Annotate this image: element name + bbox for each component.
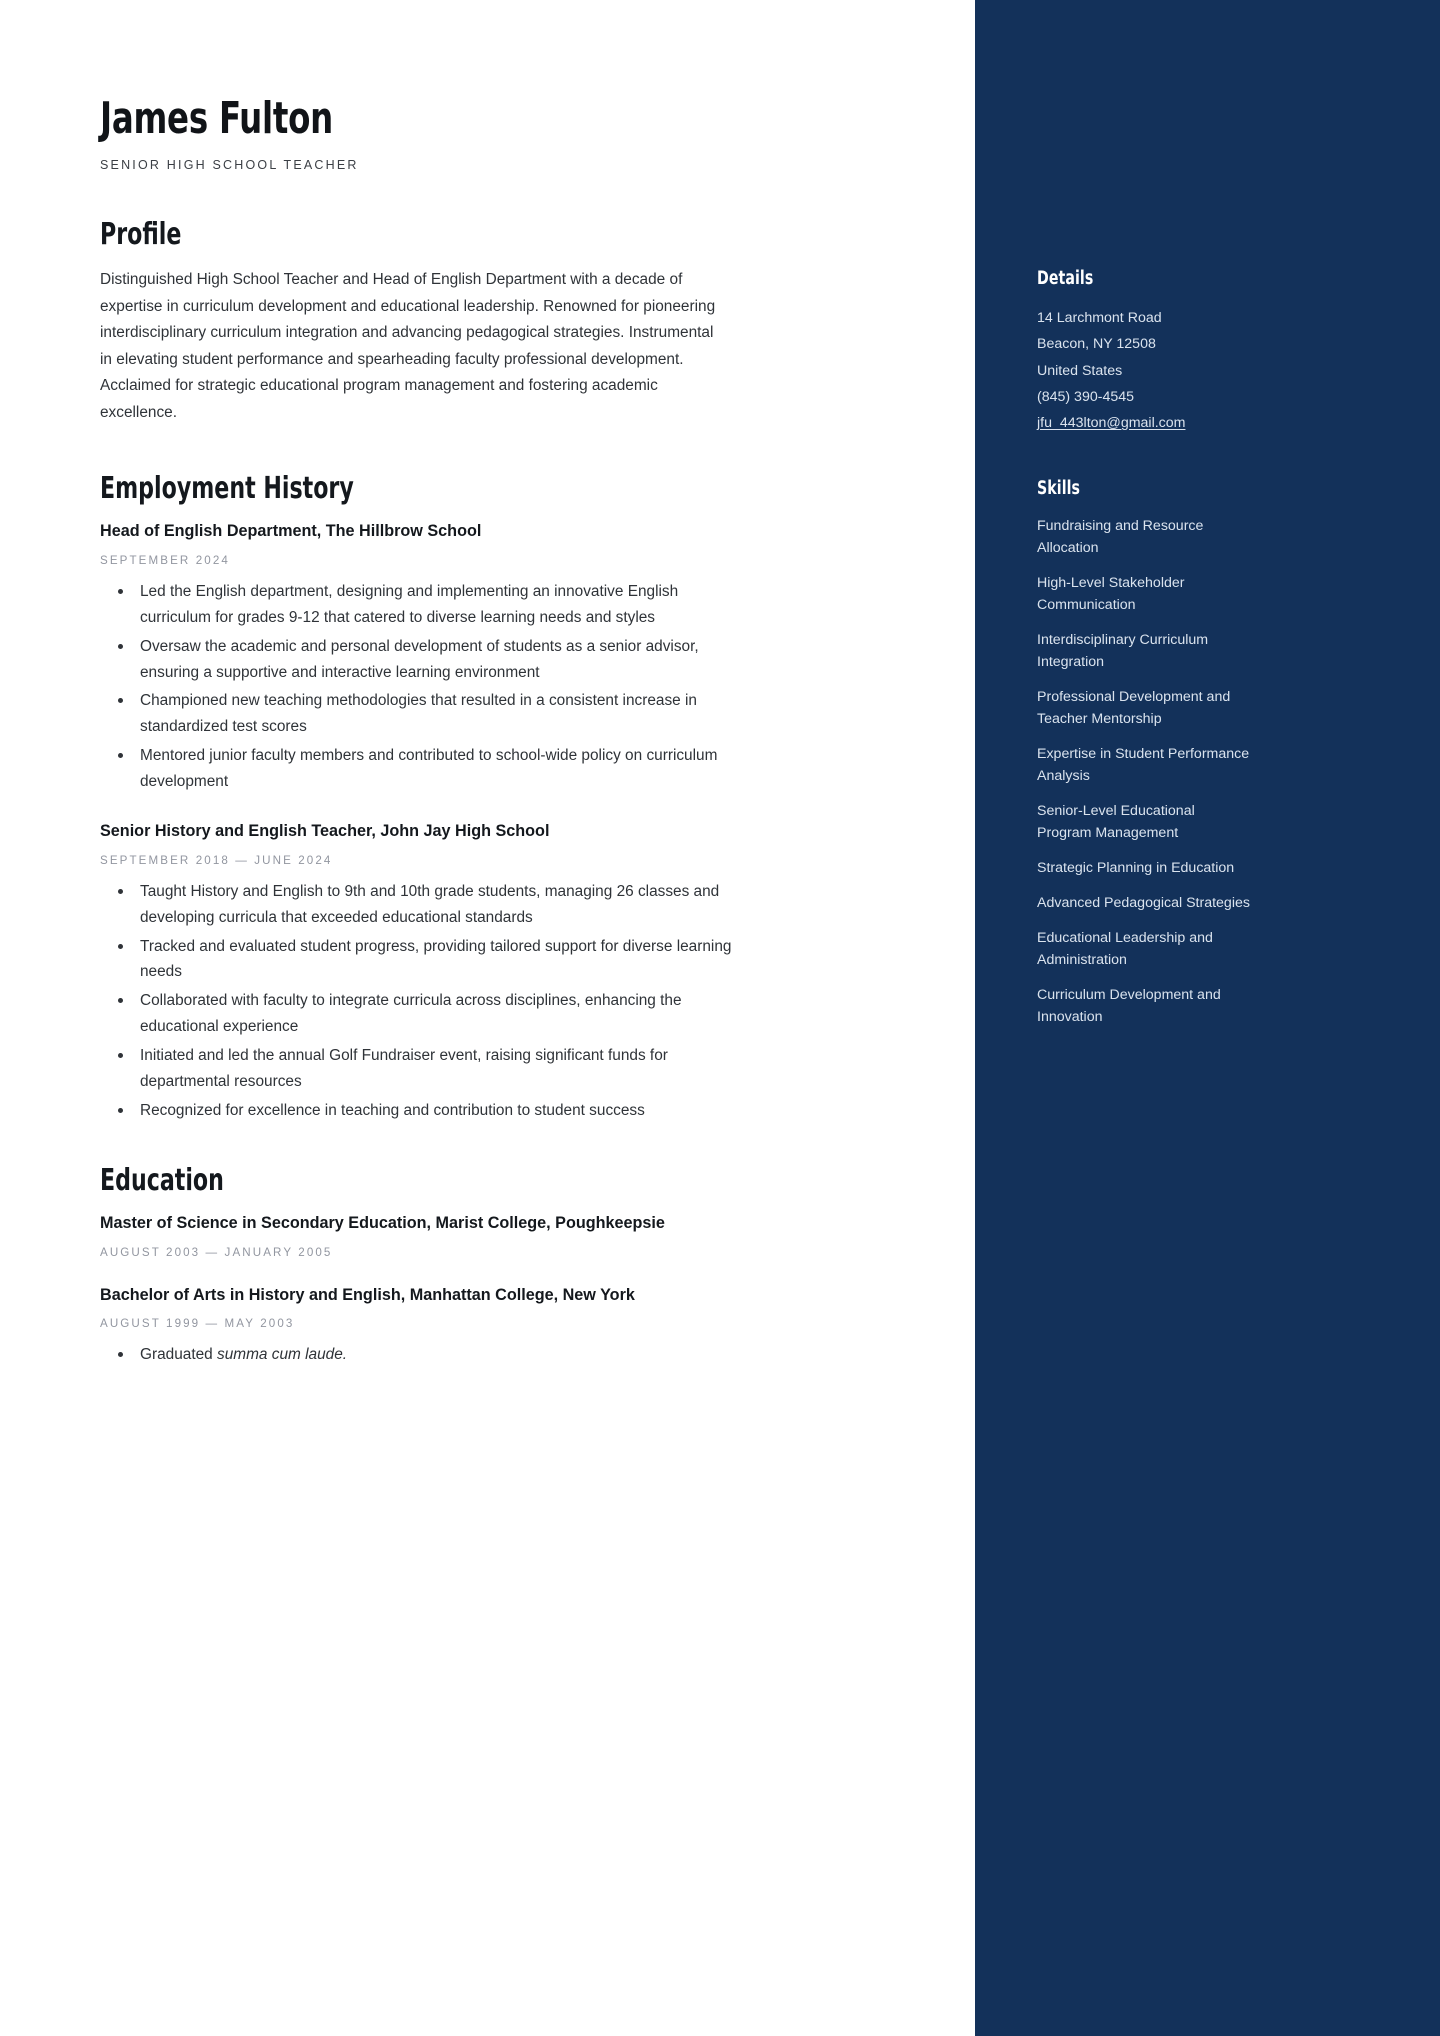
detail-line: (845) 390-4545	[1037, 388, 1135, 405]
details-block	[1037, 268, 1380, 436]
profile-heading: Profile	[100, 217, 182, 253]
employment-entry-list	[100, 521, 895, 1124]
education-entry-list	[100, 1213, 895, 1369]
entry-bullet-list	[100, 879, 895, 1124]
skill-item: Expertise in Student Performance Analysis	[1037, 746, 1250, 785]
skill-item: Strategic Planning in Education	[1037, 860, 1235, 877]
detail-line: 14 Larchmont Road	[1037, 310, 1162, 326]
resume-entry	[100, 1213, 895, 1259]
skill-item: Educational Leadership and Administration	[1037, 930, 1213, 969]
entry-title: Bachelor of Arts in History and English, Manhattan College, New York	[100, 1285, 635, 1304]
entry-bullet: Mentored junior faculty members and contributed to school-wide policy on curriculum development	[140, 743, 740, 795]
education-section	[100, 1164, 895, 1369]
entry-bullet: Collaborated with faculty to integrate curricula across disciplines, enhancing the educational experience	[140, 988, 740, 1040]
email-link[interactable]: jfu_443lton@gmail.com	[1037, 415, 1186, 432]
entry-bullet: Graduated summa cum laude.	[140, 1342, 740, 1368]
details-heading: Details	[1037, 268, 1094, 289]
entry-date: SEPTEMBER 2018 — JUNE 2024	[100, 853, 333, 867]
entry-bullet: Oversaw the academic and personal development of students as a senior advisor, ensuring a supportive and interactive learning environment	[140, 634, 740, 686]
skill-item: Professional Development and Teacher Mentorship	[1037, 689, 1231, 728]
resume-entry	[100, 521, 895, 795]
employment-section	[100, 472, 895, 1124]
entry-title: Head of English Department, The Hillbrow School	[100, 522, 482, 541]
entry-date: AUGUST 2003 — JANUARY 2005	[100, 1245, 333, 1259]
skill-item: Advanced Pedagogical Strategies	[1037, 895, 1250, 912]
entry-bullet: Recognized for excellence in teaching and contribution to student success	[140, 1098, 740, 1124]
entry-bullet: Taught History and English to 9th and 10th grade students, managing 26 classes and developing curricula that exceeded educational standards	[140, 879, 740, 931]
resume-entry	[100, 1285, 895, 1369]
resume-header	[100, 93, 895, 173]
details-line-list	[1037, 305, 1380, 410]
resume-sidebar	[975, 0, 1440, 2036]
entry-bullet-list	[100, 579, 895, 795]
profile-text: Distinguished High School Teacher and Head of English Department with a decade of expertise in curriculum development and educational leadership. Renowned for pioneering interdisciplinary curriculum integration and advancing pedagogical strategies. Instrumental in elevating student performance and spearheading faculty professional development. Acclaimed for strategic educational program management and fostering academic excellence.	[100, 271, 716, 421]
candidate-job-title: SENIOR HIGH SCHOOL TEACHER	[100, 158, 359, 173]
resume-entry	[100, 821, 895, 1124]
employment-heading: Employment History	[100, 471, 354, 507]
profile-section	[100, 218, 895, 426]
skill-item: High-Level Stakeholder Communication	[1037, 575, 1185, 614]
skill-item: Fundraising and Resource Allocation	[1037, 518, 1204, 557]
skills-list	[1037, 515, 1380, 1028]
skill-item: Interdisciplinary Curriculum Integration	[1037, 632, 1209, 671]
candidate-name: James Fulton	[100, 93, 334, 144]
skills-block	[1037, 478, 1380, 1028]
entry-bullet-list	[100, 1342, 895, 1368]
skill-item: Senior-Level Educational Program Management	[1037, 803, 1195, 842]
detail-line: United States	[1037, 362, 1123, 379]
entry-date: SEPTEMBER 2024	[100, 553, 230, 567]
entry-bullet: Led the English department, designing and implementing an innovative English curriculum for grades 9-12 that catered to diverse learning needs and styles	[140, 579, 740, 631]
skills-heading: Skills	[1037, 478, 1081, 500]
detail-line: Beacon, NY 12508	[1037, 336, 1156, 353]
entry-bullet: Initiated and led the annual Golf Fundraiser event, raising significant funds for departmental resources	[140, 1043, 740, 1095]
entry-title: Master of Science in Secondary Education, Marist College, Poughkeepsie	[100, 1213, 665, 1232]
entry-bullet: Tracked and evaluated student progress, providing tailored support for diverse learning needs	[140, 934, 740, 986]
skill-item: Curriculum Development and Innovation	[1037, 987, 1221, 1026]
entry-title: Senior History and English Teacher, John Jay High School	[100, 821, 550, 840]
education-heading: Education	[100, 1162, 224, 1198]
entry-date: AUGUST 1999 — MAY 2003	[100, 1317, 295, 1331]
entry-bullet: Championed new teaching methodologies that resulted in a consistent increase in standardized test scores	[140, 688, 740, 740]
